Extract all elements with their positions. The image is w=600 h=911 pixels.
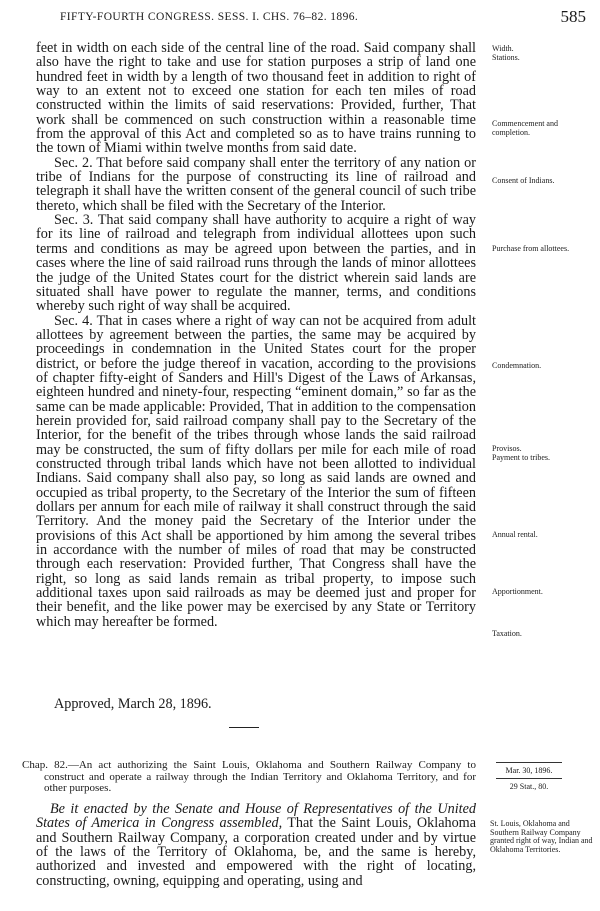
statute-reference: 29 Stat., 80. <box>509 782 549 791</box>
chapter-date-block <box>490 760 568 791</box>
margin-note-consent: Consent of Indians. <box>492 176 555 185</box>
enacting-paragraph <box>36 802 476 888</box>
margin-note-taxation: Taxation. <box>492 629 522 638</box>
page-number: 585 <box>560 7 586 26</box>
margin-note-condemnation: Condemnation. <box>492 361 542 370</box>
margin-note-annual-rental: Annual rental. <box>492 530 538 539</box>
enacting-text: That the Saint Louis, Oklahoma and Southern Railway Company, a corporation created under and by virtue of the laws of the Territory of Oklahoma, be, and the same is hereby, authorized and invested and empowered with the right of locating, constructing, owning, equipping and operating, using and <box>36 815 477 889</box>
chapter-heading: Chap. 82.—An act authorizing the Saint Louis, Oklahoma and Southern Railway Company to construct and operate a railway through the Indian Territory and Oklahoma Territory, and for other purposes. <box>22 759 476 794</box>
margin-note-apportionment: Apportionment. <box>492 587 543 596</box>
date-rule-top <box>496 762 562 763</box>
margin-note-purchase: Purchase from allottees. <box>492 244 570 253</box>
margin-note-provisos: Provisos. Payment to tribes. <box>492 444 550 462</box>
margin-note-payment: Payment to tribes. <box>492 453 550 462</box>
margin-note-st-louis: St. Louis, Oklahoma and Southern Railway Company granted right of way, Indian and Oklahoma Territories. <box>490 819 593 854</box>
paragraph-continued: feet in width on each side of the central line of the road. Said company shall also have the right to take and use for station purposes a strip of land one hundred feet in width by a length of two thousand feet in addition to right of way to an extent not to exceed one station for each ten miles of road constructed within the limits of said reservations: Provided, further, That work shall be commenced on such construction within a reasonable time from the approval of this Act and completed so as to have trains running to the town of Miami within twelve months from said date. <box>36 40 476 157</box>
margin-note-stations: Stations. <box>492 53 520 62</box>
chapter-date: Mar. 30, 1896. <box>505 766 553 775</box>
enacting-clause: Be it enacted by the Senate and House of Representatives of the United States of America in Congress assembled, <box>36 801 476 832</box>
date-rule-middle <box>496 778 562 779</box>
section-divider <box>229 727 259 728</box>
section-3: Sec. 3. That said company shall have authority to acquire a right of way for its line of railroad and telegraph from individual allottees upon such terms and conditions as may be agreed upon between the parties, and in cases where the line of said railroad runs through the lands of minor allottees the judge of the United States court for the district wherein said lands are situated shall have power to regulate the manner, terms, and conditions whereby such right of way shall be acquired. <box>36 212 476 315</box>
margin-note-commencement: Commencement and completion. <box>492 119 558 137</box>
page-header <box>8 9 592 29</box>
running-head: FIFTY-FOURTH CONGRESS. SESS. I. CHS. 76–82. 1896. <box>60 11 359 23</box>
margin-note-width: Width. Stations. <box>492 44 520 62</box>
main-text <box>36 41 476 629</box>
section-4: Sec. 4. That in cases where a right of way can not be acquired from adult allottees by agreement between the parties, the same may be acquired by proceedings in condemnation in the United States court for the proper district, or before the judge thereof in vacation, according to the provisions of chapter fifty-eight of Sanders and Hill's Digest of the Laws of Arkansas, eighteen hundred and ninety-four, respecting “eminent domain,” so far as the same can be made applicable: Provided, That in addition to the compensation herein provided for, said railroad company shall pay to the Secretary of the Interior, for the benefit of the tribes through whose lands the said railroad may be constructed, the sum of fifty dollars per mile for each mile of road constructed through tribal lands which have not been allotted to individual Indians. Said company shall also pay, so long as said lands are owned and occupied as tribal property, to the Secretary of the Interior the sum of fifteen dollars per annum for each mile of railway it shall construct through the said Territory. And the money paid the Secretary of the Interior under the provisions of this Act shall be apportioned by him among the several tribes in accordance with the number of miles of road that may be constructed through each reservation: Provided further, That Congress shall have the right, so long as said lands remain as tribal property, to impose such additional taxes upon said railroads as may be deemed just and proper for their benefit, and the like power may be exercised by any State or Territory which may hereafter be formed. <box>36 312 476 630</box>
section-2: Sec. 2. That before said company shall enter the territory of any nation or tribe of Indians for the purpose of constructing its line of railroad and telegraph it shall have the written consent of the general council of such tribe thereto, which shall be filed with the Secretary of the Interior. <box>36 154 476 214</box>
approval-line: Approved, March 28, 1896. <box>54 696 212 712</box>
